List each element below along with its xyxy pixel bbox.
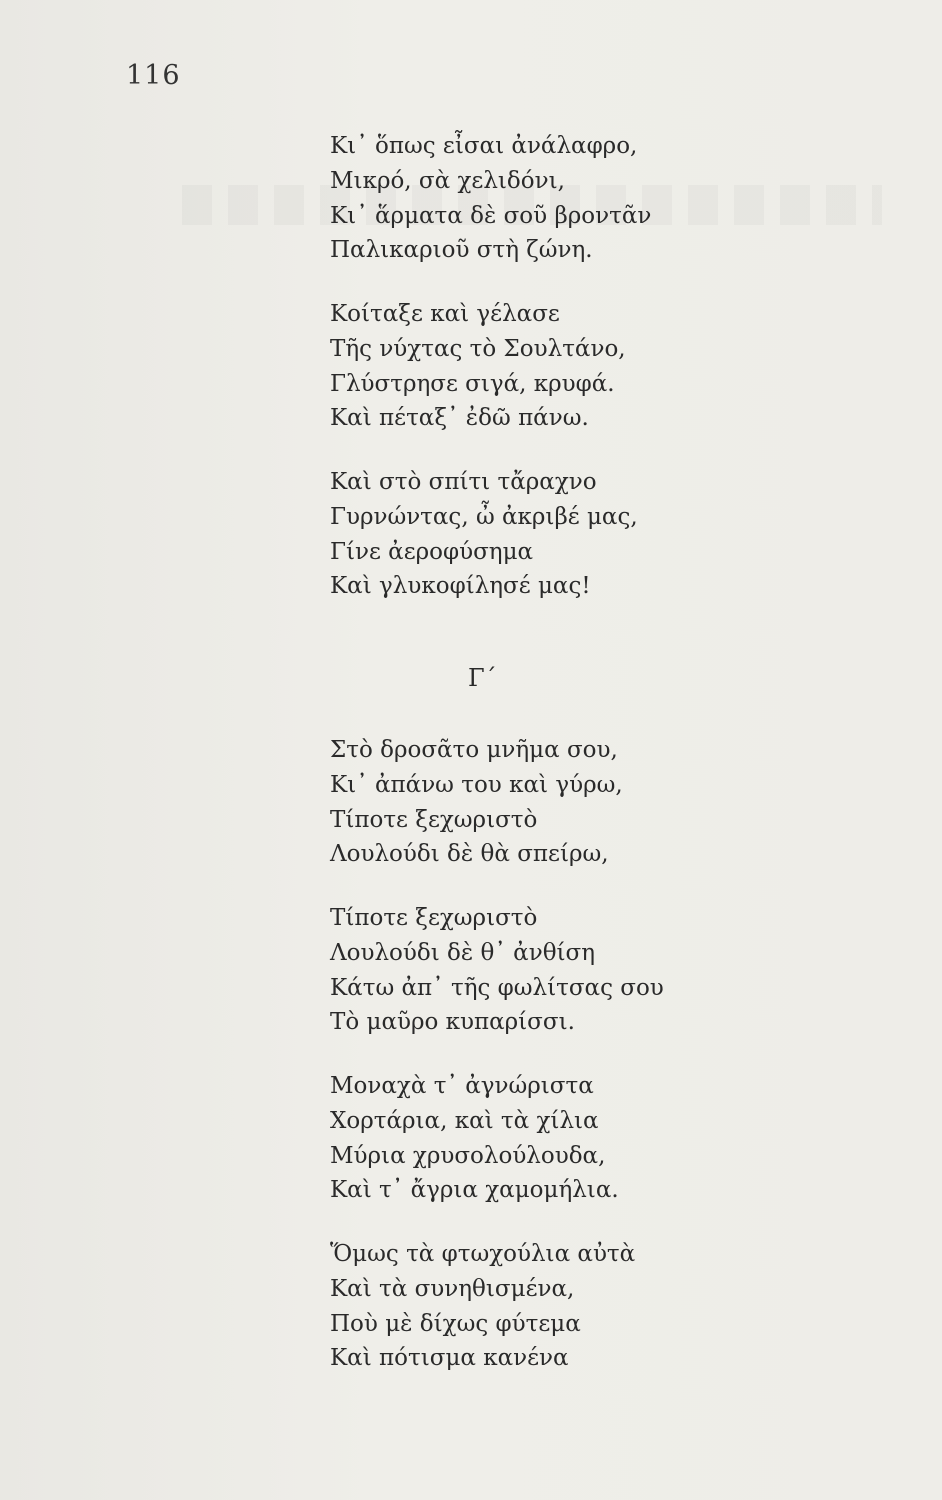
poem-line: Χορτάρια, καὶ τὰ χίλια — [330, 1108, 599, 1134]
poem-line: Κάτω ἀπ᾽ τῆς φωλίτσας σου — [330, 975, 664, 1001]
poem-line: Ὅμως τὰ φτωχούλια αὐτὰ — [330, 1241, 636, 1267]
poem-line: Τίποτε ξεχωριστὸ — [330, 807, 538, 833]
page-number: 116 — [126, 60, 181, 91]
poem-line: Γυρνώντας, ὦ ἀκριβέ μας, — [330, 504, 638, 530]
poem-line: Καὶ γλυκοφίλησέ μας! — [330, 573, 591, 599]
poem-line: Μικρό, σὰ χελιδόνι, — [330, 168, 565, 194]
poem-line: Κι᾽ ὅπως εἶσαι ἀνάλαφρο, — [330, 133, 638, 159]
poem-line: Κι᾽ ἀπάνω του καὶ γύρω, — [330, 772, 623, 798]
poem-line: Καὶ στὸ σπίτι τἄραχνο — [330, 469, 597, 495]
section-heading: Γ΄ — [468, 664, 497, 692]
poem-line: Λουλούδι δὲ θ᾽ ἀνθίση — [330, 940, 596, 966]
poem-line: Καὶ τ᾽ ἄγρια χαμομήλια. — [330, 1177, 619, 1203]
poem-line: Τῆς νύχτας τὸ Σουλτάνο, — [330, 336, 626, 362]
poem-line: Γίνε ἀεροφύσημα — [330, 539, 534, 565]
poem-line: Ποὺ μὲ δίχως φύτεμα — [330, 1311, 581, 1337]
poem-line: Μοναχὰ τ᾽ ἀγνώριστα — [330, 1073, 594, 1099]
poem-line: Παλικαριοῦ στὴ ζώνη. — [330, 237, 593, 263]
poem-line: Τίποτε ξεχωριστὸ — [330, 905, 538, 931]
poem-line: Καὶ πότισμα κανένα — [330, 1345, 569, 1371]
poem-line: Στὸ δροσᾶτο μνῆμα σου, — [330, 737, 618, 763]
poem-line: Λουλούδι δὲ θὰ σπείρω, — [330, 841, 609, 867]
poem-line: Καὶ τὰ συνηθισμένα, — [330, 1276, 575, 1302]
poem-line: Τὸ μαῦρο κυπαρίσσι. — [330, 1009, 575, 1035]
poem-line: Κοίταξε καὶ γέλασε — [330, 301, 560, 327]
poem-line: Μύρια χρυσολούλουδα, — [330, 1143, 606, 1169]
poem-line: Γλύστρησε σιγά, κρυφά. — [330, 371, 615, 397]
poem-line: Κι᾽ ἅρματα δὲ σοῦ βροντᾶν — [330, 203, 652, 229]
poem-line: Καὶ πέταξ᾽ ἐδῶ πάνω. — [330, 405, 589, 431]
